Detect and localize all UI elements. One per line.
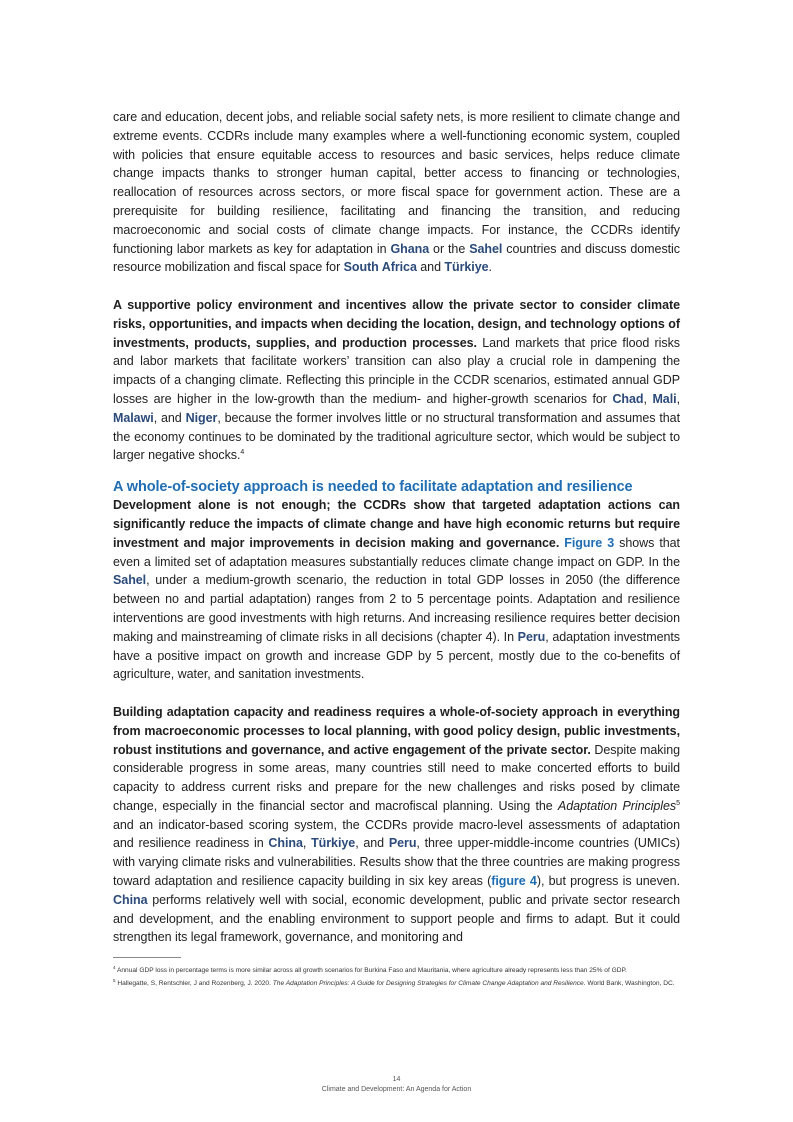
page-content <box>113 108 680 947</box>
country-peru: Peru <box>388 836 417 851</box>
text: , <box>302 836 312 851</box>
text: shows that even a limited set of adaptation measures substantially reduces climate change impact on GDP. In the <box>113 535 680 569</box>
paragraph-lead: Building adaptation capacity and readiness requires a whole-of-society approach in everything from macroeconomic processes to local planning, with good policy design, public investments, robust institutions and governance, and active engagement of the private sector. <box>113 704 680 757</box>
paragraph-2 <box>113 296 680 465</box>
text: and an indicator-based scoring system, the CCDRs provide macro-level assessments of adaptation and resilience readiness in <box>113 817 680 851</box>
figure-4-link[interactable]: figure 4 <box>491 874 537 889</box>
text: , because the former involves little or no structural transformation and assumes that the economy continues to be dominated by the traditional agriculture sector, which would be subject to larger negative shocks. <box>113 410 680 463</box>
page-number: 14 <box>392 1076 401 1083</box>
section-heading: A whole-of-society approach is needed to facilitate adaptation and resilience <box>113 479 633 496</box>
text: , adaptation investments have a positive impact on growth and increase GDP by 5 percent, mostly due to the co-benefits of agriculture, water, and sanitation investments. <box>113 629 680 682</box>
text: , <box>676 391 680 406</box>
text: performs relatively well with social, economic development, public and private sector research and development, and the enabling environment to support people and firms to adapt. But it could strengthen its legal framework, governance, and monitoring and <box>113 892 680 945</box>
text: countries and discuss domestic resource mobilization and fiscal space for <box>113 241 680 275</box>
paragraph-lead: Development alone is not enough; the CCDRs show that targeted adaptation actions can significantly reduce the impacts of climate change and have high economic returns but require investment and major improvements in decision making and governance. <box>113 498 680 550</box>
footnote-ref-5[interactable]: 5 <box>676 799 680 807</box>
text: , three upper-middle-income countries (UMICs) with varying climate risks and vulnerabilities. Results show that the three countries are making progress toward adaptation and resilience capacity building in six key areas ( <box>113 836 680 889</box>
text: , <box>643 391 653 406</box>
footnote-divider <box>113 957 181 958</box>
country-turkiye: Türkiye <box>311 836 356 851</box>
footer-doc-title: Climate and Development: An Agenda for Action <box>321 1086 472 1093</box>
country-china: China <box>268 836 303 851</box>
footnote-text: . World Bank, Washington, DC. <box>583 980 675 987</box>
country-chad: Chad <box>612 391 644 406</box>
country-sahel: Sahel <box>469 241 503 256</box>
country-mali: Mali <box>652 391 677 406</box>
paragraph-4 <box>113 703 680 947</box>
footnote-ref-4[interactable]: 4 <box>240 449 245 457</box>
text: Land markets that price flood risks and labor markets that facilitate workers’ transition can also play a crucial role in dampening the impacts of a changing climate. Reflecting this principle in the CCDR scenarios, estimated annual GDP losses are higher in the low-growth than the medium- and higher-growth scenarios for <box>113 335 680 406</box>
country-south-africa: South Africa <box>343 260 417 275</box>
country-china: China <box>113 892 148 907</box>
footnote-number: 4 <box>113 965 116 970</box>
text: , and <box>355 836 389 851</box>
text: ), but progress is uneven. <box>536 874 680 889</box>
text: , under a medium-growth scenario, the reduction in total GDP losses in 2050 (the difference between no and partial adaptation) ranges from 2 to 5 percentage points. Adaptation and resilience interventions are good investments with high returns. And increasing resilience requires better decision making and mainstreaming of climate risks in all decisions (chapter 4). In <box>113 573 680 644</box>
country-malawi: Malawi <box>113 410 154 425</box>
footnotes <box>113 966 680 992</box>
text: and <box>416 260 445 275</box>
footnote-text: Annual GDP loss in percentage terms is more similar across all growth scenarios for Burkina Faso and Mauritania, where agriculture already represents less than 25% of GDP. <box>115 967 627 974</box>
figure-3-link[interactable]: Figure 3 <box>564 535 615 550</box>
text: , and <box>153 410 186 425</box>
footnote-5 <box>113 979 680 988</box>
text: care and education, decent jobs, and reliable social safety nets, is more resilient to climate change and extreme events. CCDRs include many examples where a well-functioning economic system, coupled with policies that ensure equitable access to resources and basic services, helps reduce climate change impacts thanks to stronger human capital, better access to financing or technologies, reallocation of resources across sectors, or more fiscal space for government action. These are a prerequisite for building resilience, facilitating and financing the transition, and reducing macroeconomic and social costs of climate change impacts. For instance, the CCDRs identify functioning labor markets as key for adaptation in <box>113 110 680 256</box>
country-niger: Niger <box>185 410 218 425</box>
country-peru: Peru <box>517 629 546 644</box>
country-ghana: Ghana <box>390 241 430 256</box>
adaptation-principles-title: Adaptation Principles <box>557 798 677 813</box>
footnote-text: Hallegatte, S, Rentschler, J and Rozenberg, J. 2020. <box>115 980 273 987</box>
footnote-number: 5 <box>113 978 116 983</box>
text: . <box>488 260 492 275</box>
footnote-4 <box>113 966 680 975</box>
paragraph-3 <box>113 496 680 684</box>
country-sahel: Sahel <box>113 573 147 588</box>
country-turkiye: Türkiye <box>444 260 489 275</box>
text: or the <box>429 241 470 256</box>
text: Despite making considerable progress in some areas, many countries still need to make concerted efforts to build capacity to address current risks and prepare for the new challenges and risks posed by climate change, especially in the financial sector and macrofiscal planning. Using the <box>113 742 680 813</box>
paragraph-1 <box>113 108 680 277</box>
footnote-citation-title: The Adaptation Principles: A Guide for Designing Strategies for Climate Change Adaptation and Resilience <box>272 980 584 987</box>
paragraph-lead: A supportive policy environment and incentives allow the private sector to consider climate risks, opportunities, and impacts when deciding the location, design, and technology options of investments, products, supplies, and production processes. <box>113 297 680 350</box>
